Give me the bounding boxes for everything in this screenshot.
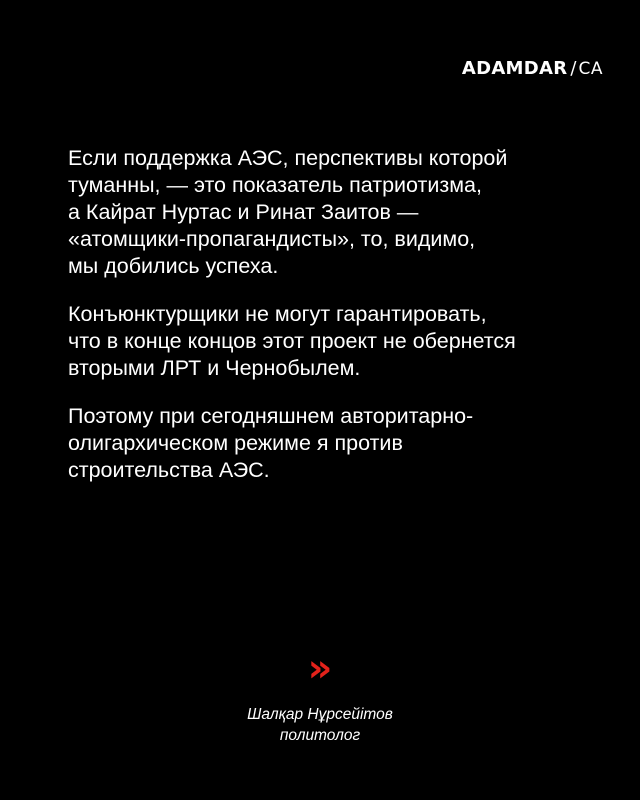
author-block	[0, 704, 640, 746]
quote-text	[68, 145, 588, 505]
quote-paragraph-3: Поэтому при сегодняшнем авторитарно- олигархическом режиме я против строительства АЭС.	[68, 404, 474, 482]
brand-logo	[462, 58, 603, 79]
author-name: Шалқар Нұрсейітов	[247, 706, 393, 723]
quote-paragraph-2: Конъюнктурщики не могут гарантировать, что в конце концов этот проект не обернется вторыми ЛРТ и Чернобылем.	[68, 302, 516, 380]
quote-mark-icon: »	[307, 646, 333, 690]
brand-name: ADAMDAR	[461, 58, 568, 79]
author-role: политолог	[279, 727, 361, 744]
quote-paragraph-1: Если поддержка АЭС, перспективы которой туманны, — это показатель патриотизма, а Кайрат Нуртас и Ринат Заитов — «атомщики-пропагандисты», то, видимо, мы добились успеха.	[68, 146, 508, 278]
brand-separator: /	[570, 58, 577, 79]
brand-suffix: CA	[578, 59, 603, 79]
